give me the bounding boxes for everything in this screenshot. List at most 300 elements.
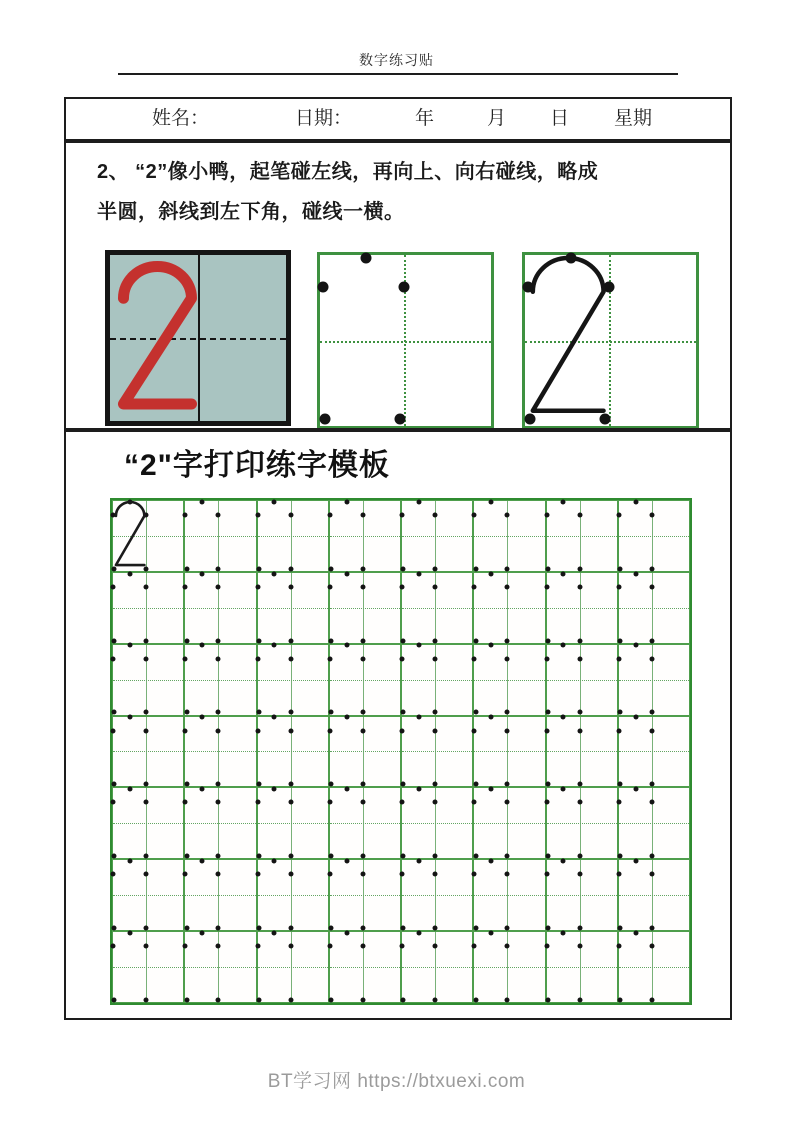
practice-cell (546, 644, 618, 716)
stroke-guide-dot (505, 800, 510, 805)
stroke-guide-dot (618, 566, 623, 571)
stroke-guide-dot (505, 854, 510, 859)
stroke-guide-dot (183, 584, 188, 589)
practice-cell (184, 859, 256, 931)
stroke-guide-dot (256, 854, 261, 859)
practice-cell (473, 716, 545, 788)
stroke-guide-dot (473, 854, 478, 859)
stroke-guide-dot (433, 782, 438, 787)
stroke-guide-dot (416, 930, 421, 935)
practice-cell (546, 931, 618, 1003)
stroke-guide-dot (545, 566, 550, 571)
stroke-guide-dot (329, 854, 334, 859)
stroke-guide-dot (577, 782, 582, 787)
stroke-guide-dot (200, 499, 205, 504)
stroke-guide-dot (360, 638, 365, 643)
practice-cell (401, 931, 473, 1003)
stroke-guide-dot (200, 571, 205, 576)
practice-cell (329, 931, 401, 1003)
stroke-guide-dot (112, 782, 117, 787)
stroke-guide-dot (649, 728, 654, 733)
stroke-guide-dot (505, 782, 510, 787)
day-label: 日 (550, 108, 570, 129)
stroke-guide-dot (344, 787, 349, 792)
stroke-guide-dot (505, 512, 510, 517)
stroke-guide-dot (216, 997, 221, 1002)
stroke-guide-dot (255, 584, 260, 589)
stroke-guide-dot (183, 944, 188, 949)
stroke-guide-dot (577, 728, 582, 733)
stroke-guide-dot (272, 930, 277, 935)
practice-cell (329, 572, 401, 644)
stroke-guide-dot (111, 944, 116, 949)
practice-cell (618, 787, 690, 859)
stroke-guide-dot (401, 566, 406, 571)
stroke-guide-dot (489, 643, 494, 648)
stroke-guide-dot (111, 656, 116, 661)
practice-cell (473, 859, 545, 931)
practice-cell (329, 859, 401, 931)
practice-cell (184, 716, 256, 788)
stroke-guide-dot (649, 656, 654, 661)
stroke-guide-dot (327, 512, 332, 517)
date-label: 日期： (295, 108, 353, 129)
stroke-guide-dot (545, 710, 550, 715)
stroke-guide-dot (111, 872, 116, 877)
stroke-guide-dot (144, 926, 149, 931)
stroke-guide-dot (577, 997, 582, 1002)
stroke-guide-dot (288, 944, 293, 949)
stroke-guide-dot (216, 782, 221, 787)
practice-cell (473, 572, 545, 644)
stroke-guide-dot (183, 512, 188, 517)
stroke-guide-dot (216, 566, 221, 571)
stroke-guide-dot (288, 728, 293, 733)
stroke-guide-dot (633, 499, 638, 504)
stroke-guide-dot (327, 800, 332, 805)
practice-cell (257, 787, 329, 859)
practice-cell (257, 500, 329, 572)
practice-cell (184, 787, 256, 859)
stroke-guide-dot (561, 858, 566, 863)
practice-cell (257, 572, 329, 644)
stroke-guide-dot (327, 656, 332, 661)
stroke-guide-dot (288, 782, 293, 787)
stroke-guide-dot (144, 872, 149, 877)
stroke-guide-dot (329, 997, 334, 1002)
practice-cell (401, 644, 473, 716)
stroke-guide-dot (184, 638, 189, 643)
stroke-guide-dot (144, 656, 149, 661)
stroke-guide-dot (127, 715, 132, 720)
stroke-guide-dot (112, 854, 117, 859)
stroke-guide-dot (360, 584, 365, 589)
stroke-guide-dot (633, 571, 638, 576)
stroke-guide-dot (256, 926, 261, 931)
stroke-guide-dot (255, 656, 260, 661)
stroke-guide-dot (433, 872, 438, 877)
practice-cell (618, 859, 690, 931)
stroke-guide-dot (401, 782, 406, 787)
stroke-guide-dot (618, 782, 623, 787)
stroke-guide-dot (401, 926, 406, 931)
stroke-guide-dot (505, 997, 510, 1002)
stroke-guide-dot (144, 997, 149, 1002)
stroke-guide-dot (545, 926, 550, 931)
stroke-guide-dot (400, 728, 405, 733)
stroke-guide-dot (255, 872, 260, 877)
stroke-guide-dot (360, 710, 365, 715)
stroke-guide-dot (649, 584, 654, 589)
stroke-guide-dot (216, 944, 221, 949)
stroke-guide-dot (329, 566, 334, 571)
stroke-guide-dot (577, 566, 582, 571)
stroke-guide-dot (489, 787, 494, 792)
stroke-guide-dot (255, 512, 260, 517)
stroke-guide-dot (400, 656, 405, 661)
stroke-guide-dot (505, 944, 510, 949)
stroke-guide-dot (320, 414, 331, 425)
practice-cell (618, 716, 690, 788)
practice-cell (618, 644, 690, 716)
practice-cell (112, 644, 184, 716)
stroke-guide-dot (256, 997, 261, 1002)
practice-cell (546, 500, 618, 572)
stroke-guide-dot (127, 787, 132, 792)
stroke-guide-dot (360, 656, 365, 661)
stroke-guide-dot (472, 656, 477, 661)
stroke-guide-dot (505, 656, 510, 661)
stroke-guide-dot (144, 584, 149, 589)
stroke-guide-dot (127, 643, 132, 648)
stroke-guide-dot (618, 997, 623, 1002)
practice-cell (257, 931, 329, 1003)
stroke-guide-dot (649, 512, 654, 517)
practice-cell (112, 572, 184, 644)
stroke-guide-dot (112, 638, 117, 643)
stroke-guide-dot (616, 944, 621, 949)
stroke-guide-dot (433, 710, 438, 715)
stroke-guide-dot (545, 638, 550, 643)
practice-cell (184, 931, 256, 1003)
stroke-guide-dot (505, 584, 510, 589)
trace-example-box (522, 252, 699, 429)
stroke-guide-dot (616, 512, 621, 517)
footer-site-link: BT学习网 https://btxuexi.com (267, 1071, 526, 1092)
stroke-guide-dot (272, 571, 277, 576)
stroke-guide-dot (433, 584, 438, 589)
stroke-guide-dot (288, 997, 293, 1002)
stroke-guide-dot (416, 787, 421, 792)
stroke-guide-dot (633, 715, 638, 720)
practice-cell (618, 500, 690, 572)
stroke-guide-dot (144, 782, 149, 787)
stroke-guide-dot (112, 926, 117, 931)
practice-cell (546, 787, 618, 859)
stroke-guide-dot (577, 944, 582, 949)
stroke-guide-dot (360, 512, 365, 517)
stroke-guide-dot (216, 800, 221, 805)
stroke-guide-dot (288, 872, 293, 877)
stroke-guide-dot (329, 926, 334, 931)
stroke-guide-dot (184, 854, 189, 859)
stroke-guide-dot (111, 584, 116, 589)
stroke-guide-dot (649, 854, 654, 859)
stroke-guide-dot (649, 800, 654, 805)
stroke-guide-dot (544, 944, 549, 949)
stroke-guide-dot (416, 643, 421, 648)
stroke-guide-dot (649, 944, 654, 949)
stroke-guide-dot (489, 930, 494, 935)
stroke-guide-dot (344, 499, 349, 504)
template-title: “2"字打印练字模板 (124, 449, 390, 482)
stroke-guide-dot (616, 800, 621, 805)
dot-guide-box (317, 252, 494, 429)
stroke-guide-dot (545, 782, 550, 787)
demo-box (105, 250, 291, 426)
stroke-guide-dot (255, 800, 260, 805)
stroke-guide-dot (216, 512, 221, 517)
stroke-guide-dot (433, 926, 438, 931)
stroke-guide-dot (329, 782, 334, 787)
stroke-guide-dot (577, 656, 582, 661)
stroke-guide-dot (144, 800, 149, 805)
stroke-guide-dot (400, 872, 405, 877)
practice-cell (546, 859, 618, 931)
demo-digit-2 (117, 262, 198, 413)
digit-2-stroke (114, 502, 146, 568)
traced-digit-2 (528, 258, 608, 419)
month-label: 月 (487, 108, 507, 129)
practice-cell (112, 931, 184, 1003)
practice-cell (112, 716, 184, 788)
stroke-guide-dot (473, 710, 478, 715)
stroke-guide-dot (489, 858, 494, 863)
stroke-guide-dot (216, 926, 221, 931)
stroke-guide-dot (256, 638, 261, 643)
stroke-guide-dot (144, 638, 149, 643)
stroke-guide-dot (433, 728, 438, 733)
stroke-guide-dot (472, 944, 477, 949)
stroke-guide-dot (416, 715, 421, 720)
practice-cell (473, 500, 545, 572)
stroke-guide-dot (401, 638, 406, 643)
stroke-guide-dot (216, 656, 221, 661)
stroke-guide-dot (360, 872, 365, 877)
stroke-guide-dot (561, 715, 566, 720)
stroke-guide-dot (111, 728, 116, 733)
stroke-guide-dot (329, 710, 334, 715)
stroke-guide-dot (288, 638, 293, 643)
instruction-line-2: 半圆，斜线到左下角，碰线一横。 (97, 201, 405, 223)
stroke-guide-dot (472, 512, 477, 517)
stroke-guide-dot (400, 584, 405, 589)
stroke-guide-dot (288, 584, 293, 589)
stroke-guide-dot (472, 728, 477, 733)
stroke-guide-dot (272, 643, 277, 648)
stroke-guide-dot (200, 715, 205, 720)
stroke-guide-dot (288, 512, 293, 517)
stroke-guide-dot (318, 282, 329, 293)
stroke-guide-dot (183, 656, 188, 661)
practice-cell (618, 931, 690, 1003)
stroke-guide-dot (288, 926, 293, 931)
stroke-guide-dot (544, 800, 549, 805)
stroke-guide-dot (649, 710, 654, 715)
practice-cell (473, 787, 545, 859)
stroke-guide-dot (616, 656, 621, 661)
stroke-guide-dot (288, 710, 293, 715)
stroke-guide-dot (344, 571, 349, 576)
stroke-guide-dot (216, 728, 221, 733)
stroke-guide-dot (398, 282, 409, 293)
stroke-guide-dot (256, 710, 261, 715)
stroke-guide-dot (505, 728, 510, 733)
stroke-guide-dot (183, 800, 188, 805)
stroke-guide-dot (344, 715, 349, 720)
stroke-guide-dot (577, 638, 582, 643)
stroke-guide-dot (433, 944, 438, 949)
name-date-box (64, 97, 732, 141)
stroke-guide-dot (400, 800, 405, 805)
stroke-guide-dot (489, 499, 494, 504)
practice-cell (329, 716, 401, 788)
stroke-guide-dot (144, 710, 149, 715)
stroke-guide-dot (649, 566, 654, 571)
stroke-guide-dot (561, 930, 566, 935)
stroke-guide-dot (649, 638, 654, 643)
stroke-guide-dot (577, 872, 582, 877)
stroke-guide-dot (400, 512, 405, 517)
stroke-guide-dot (433, 638, 438, 643)
stroke-guide-dot (649, 926, 654, 931)
stroke-guide-dot (433, 566, 438, 571)
practice-cell (401, 859, 473, 931)
stroke-guide-dot (616, 872, 621, 877)
stroke-guide-dot (329, 638, 334, 643)
practice-cell (257, 859, 329, 931)
stroke-guide-dot (545, 854, 550, 859)
week-label: 星期 (614, 108, 653, 129)
stroke-guide-dot (616, 584, 621, 589)
stroke-guide-dot (327, 728, 332, 733)
stroke-guide-dot (505, 710, 510, 715)
stroke-guide-dot (433, 854, 438, 859)
stroke-guide-dot (200, 787, 205, 792)
stroke-guide-dot (327, 872, 332, 877)
stroke-guide-dot (327, 944, 332, 949)
practice-cell (546, 716, 618, 788)
stroke-guide-dot (544, 872, 549, 877)
stroke-guide-dot (256, 566, 261, 571)
stroke-guide-dot (416, 858, 421, 863)
stroke-guide-dot (272, 787, 277, 792)
stroke-guide-dot (561, 499, 566, 504)
stroke-guide-dot (544, 728, 549, 733)
stroke-guide-dot (344, 858, 349, 863)
stroke-guide-dot (505, 872, 510, 877)
stroke-guide-dot (433, 800, 438, 805)
stroke-guide-dot (344, 643, 349, 648)
stroke-guide-dot (544, 656, 549, 661)
practice-cell (401, 500, 473, 572)
stroke-guide-dot (288, 854, 293, 859)
stroke-guide-dot (216, 638, 221, 643)
stroke-guide-dot (112, 997, 117, 1002)
stroke-guide-dot (144, 944, 149, 949)
stroke-guide-dot (272, 499, 277, 504)
stroke-guide-dot (288, 656, 293, 661)
stroke-guide-dot (401, 710, 406, 715)
stroke-guide-dot (473, 566, 478, 571)
stroke-guide-dot (618, 854, 623, 859)
practice-cell (257, 644, 329, 716)
template-box (64, 428, 732, 1020)
stroke-guide-dot (127, 858, 132, 863)
stroke-guide-dot (360, 854, 365, 859)
practice-cell (618, 572, 690, 644)
stroke-guide-dot (633, 930, 638, 935)
instruction-line-1: 2、 “2”像小鸭，起笔碰左线，再向上、向右碰线，略成 (97, 161, 599, 183)
stroke-guide-dot (216, 584, 221, 589)
stroke-guide-dot (360, 566, 365, 571)
stroke-guide-dot (395, 414, 406, 425)
stroke-guide-dot (473, 638, 478, 643)
stroke-guide-dot (561, 571, 566, 576)
stroke-guide-dot (272, 715, 277, 720)
stroke-guide-dot (433, 656, 438, 661)
stroke-guide-dot (433, 512, 438, 517)
stroke-guide-dot (360, 728, 365, 733)
stroke-guide-dot (544, 512, 549, 517)
practice-cell (112, 787, 184, 859)
stroke-guide-dot (472, 872, 477, 877)
practice-cell (546, 572, 618, 644)
stroke-guide-dot (184, 782, 189, 787)
stroke-guide-dot (473, 926, 478, 931)
stroke-guide-dot (360, 997, 365, 1002)
stroke-guide-dot (360, 944, 365, 949)
stroke-guide-dot (200, 930, 205, 935)
stroke-guide-dot (360, 800, 365, 805)
practice-cell (401, 716, 473, 788)
practice-cell (401, 787, 473, 859)
stroke-guide-dot (472, 800, 477, 805)
stroke-guide-dot (184, 926, 189, 931)
stroke-guide-dot (472, 584, 477, 589)
stroke-guide-dot (401, 997, 406, 1002)
stroke-guide-dot (361, 253, 372, 264)
stroke-guide-dot (216, 872, 221, 877)
practice-cell (184, 500, 256, 572)
practice-cell (329, 787, 401, 859)
stroke-guide-dot (360, 926, 365, 931)
stroke-guide-dot (505, 566, 510, 571)
stroke-guide-dot (505, 638, 510, 643)
stroke-guide-dot (200, 858, 205, 863)
practice-cell (184, 572, 256, 644)
practice-cell (112, 500, 184, 572)
stroke-guide-dot (633, 643, 638, 648)
stroke-guide-dot (184, 566, 189, 571)
practice-cell (473, 931, 545, 1003)
instruction-text (97, 152, 707, 232)
stroke-guide-dot (216, 710, 221, 715)
practice-cell (401, 572, 473, 644)
stroke-guide-dot (256, 782, 261, 787)
practice-cell (473, 644, 545, 716)
stroke-guide-dot (255, 944, 260, 949)
